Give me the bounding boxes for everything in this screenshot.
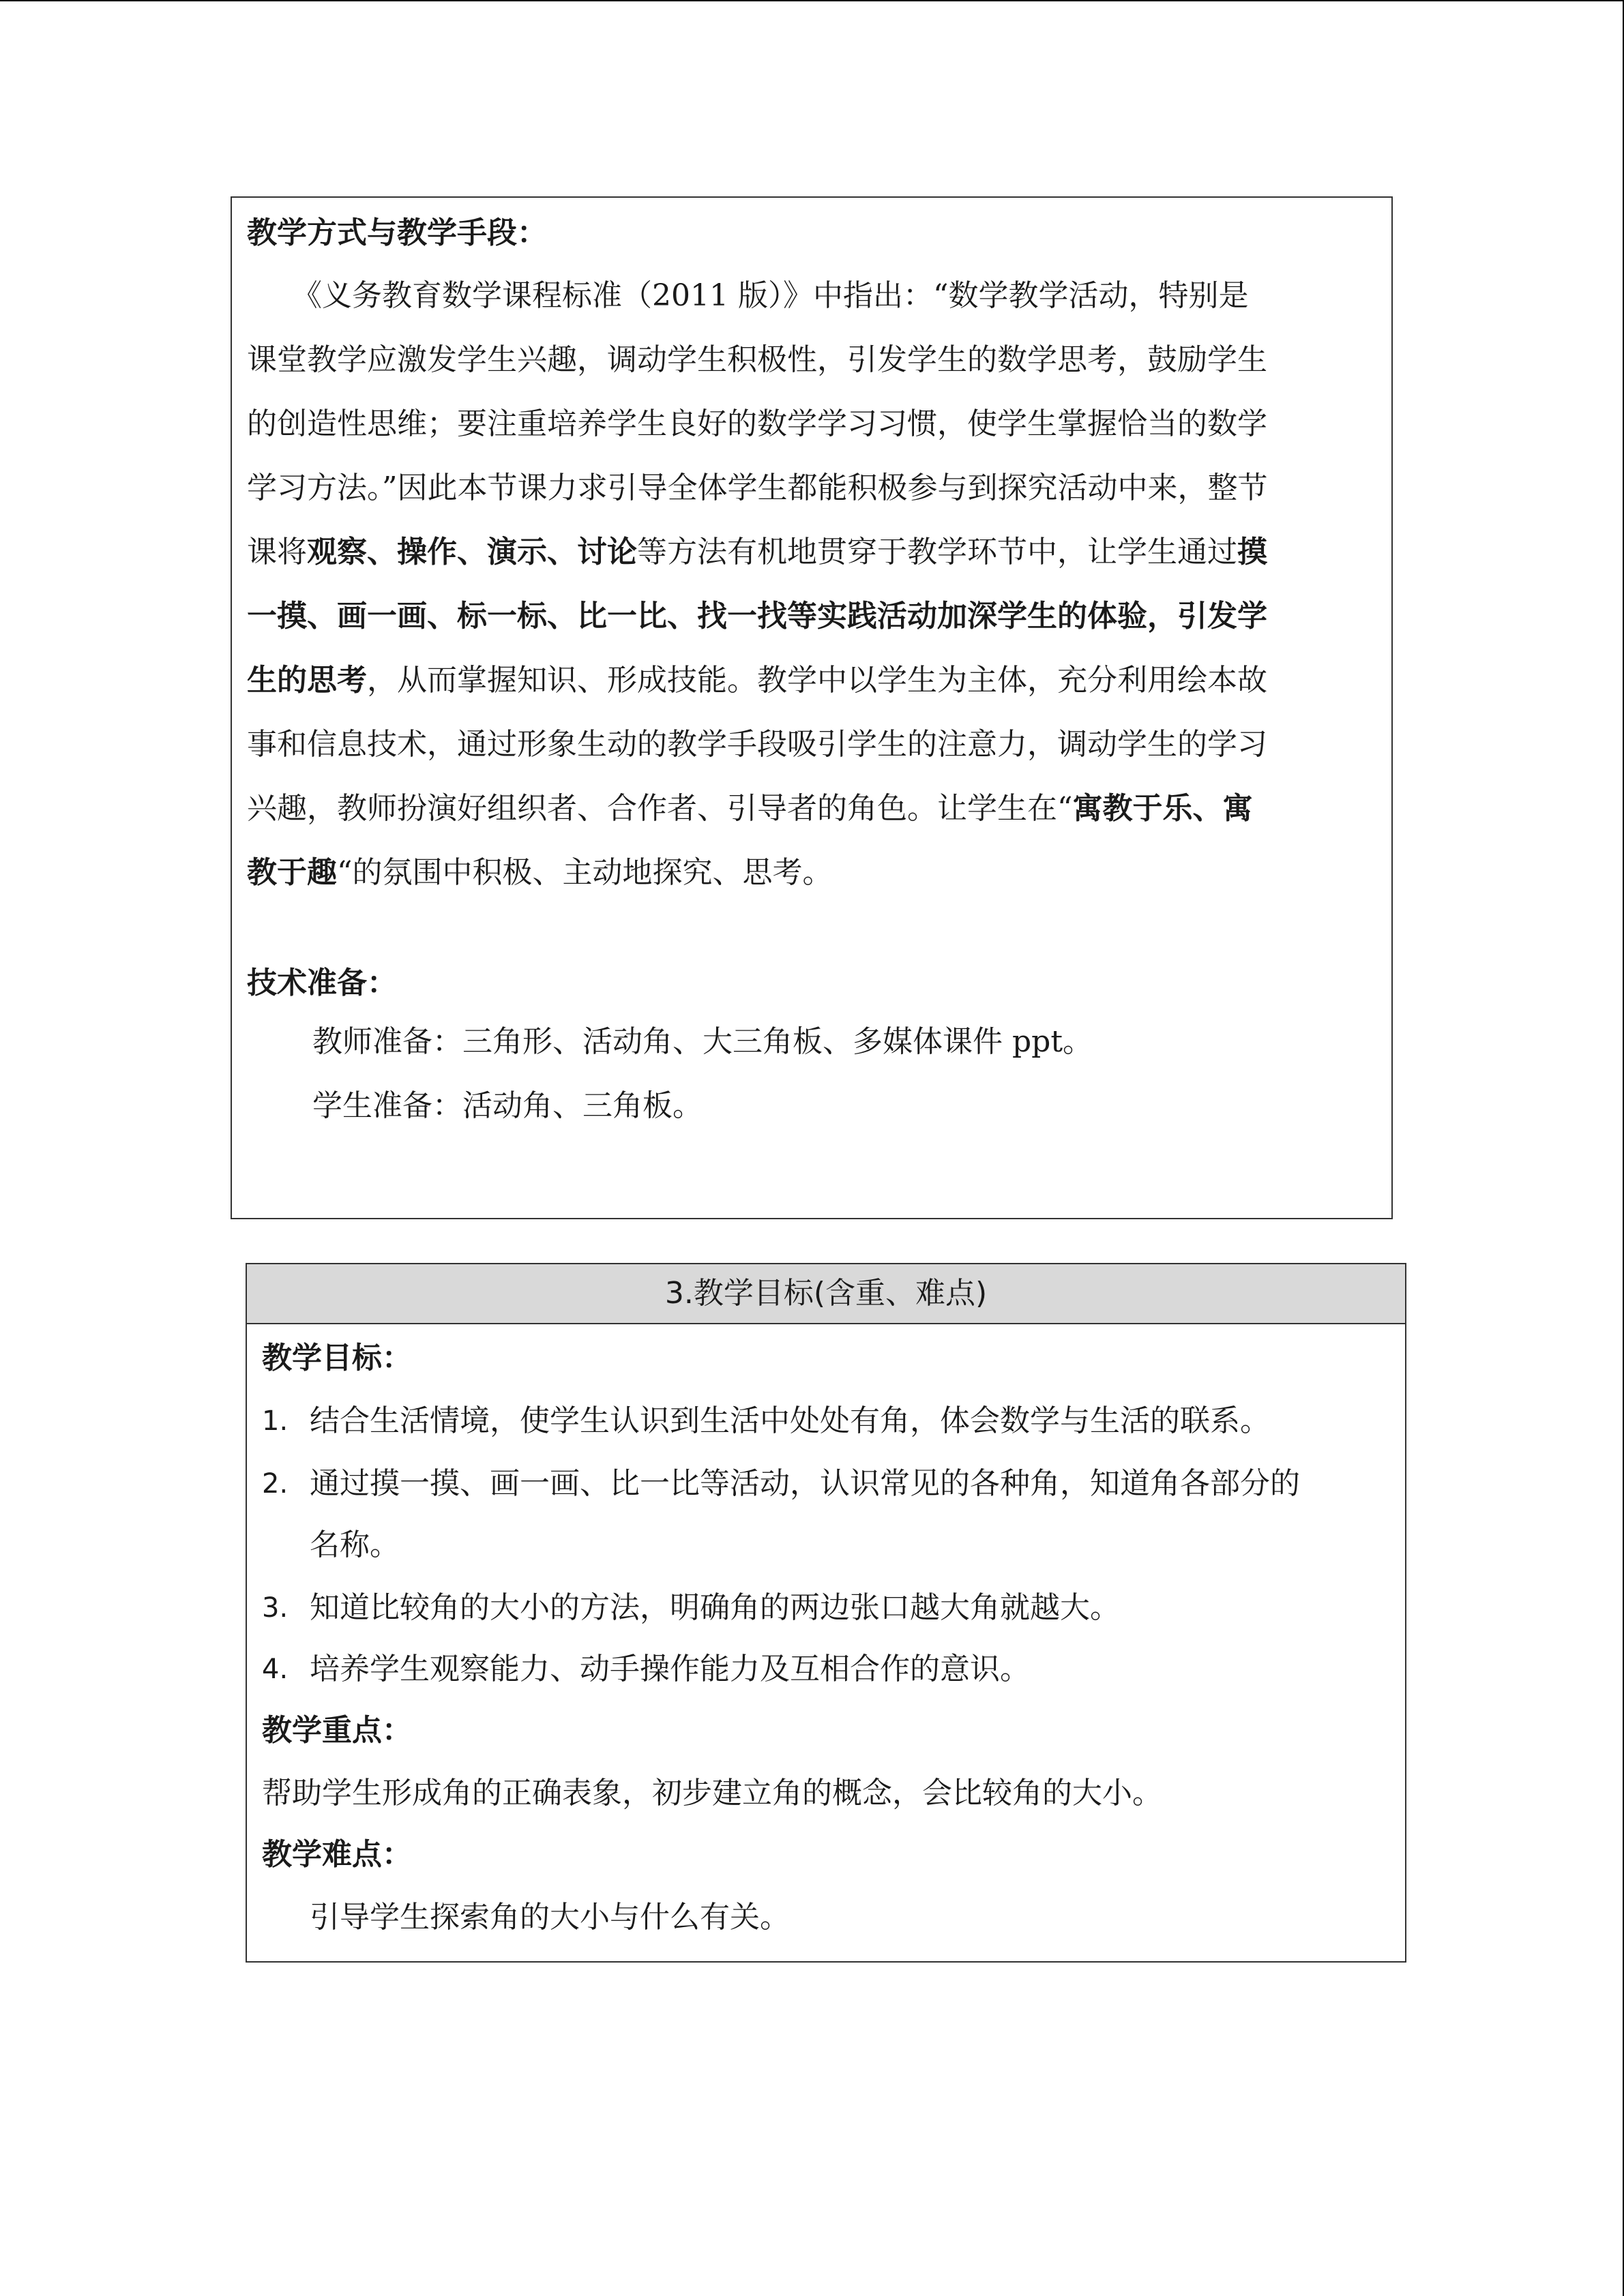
- difficulty-heading: 教学难点：: [262, 1837, 412, 1872]
- key-point-heading: 教学重点：: [262, 1713, 412, 1748]
- text-run: “的氛围中积极、主动地探究、思考。: [337, 855, 833, 890]
- text-run: ，从而掌握知识、形成技能。教学中以学生为主体，充分利用绘本故: [367, 663, 1267, 698]
- text-run: 课将: [247, 535, 307, 569]
- goal-text: 结合生活情境，使学生认识到生活中处处有角，体会数学与生活的联系。: [310, 1403, 1270, 1438]
- methods-paragraph-line: [247, 469, 1268, 507]
- goal-text: 培养学生观察能力、动手操作能力及互相合作的意识。: [310, 1652, 1030, 1686]
- methods-paragraph-line: [247, 790, 1253, 828]
- difficulty-text: 引导学生探索角的大小与什么有关。: [310, 1900, 790, 1935]
- text-run: 事和信息技术，通过形象生动的教学手段吸引学生的注意力，调动学生的学习: [247, 727, 1267, 762]
- methods-paragraph-line: [247, 341, 1267, 379]
- text-run: 等方法有机地贯穿于教学环节中，让学生通过: [637, 535, 1237, 569]
- methods-paragraph-line: [247, 661, 1267, 700]
- bold-text-run: 生的思考: [247, 663, 367, 698]
- student-prep-line: 学生准备：活动角、三角板。: [312, 1088, 703, 1123]
- goals-heading: 教学目标：: [262, 1341, 412, 1375]
- methods-paragraph-line: [247, 405, 1267, 443]
- goal-text: 名称。: [310, 1527, 400, 1562]
- goal-number: 3.: [262, 1592, 289, 1624]
- methods-paragraph-line: [247, 277, 1248, 315]
- goal-text: 知道比较角的大小的方法，明确角的两边张口越大角就越大。: [310, 1590, 1120, 1625]
- goal-number: 4.: [262, 1654, 289, 1685]
- methods-paragraph-line: [247, 597, 1267, 636]
- goal-number: 2.: [262, 1468, 289, 1500]
- text-run: 课堂教学应激发学生兴趣，调动学生积极性，引发学生的数学思考，鼓励学生: [247, 342, 1267, 377]
- methods-paragraph-line: [247, 533, 1267, 571]
- bold-text-run: 观察、操作、演示、讨论: [307, 535, 637, 569]
- methods-paragraph-line: [247, 854, 833, 892]
- teacher-prep-line: 教师准备：三角形、活动角、大三角板、多媒体课件 ppt。: [312, 1024, 1093, 1059]
- key-point-text: 帮助学生形成角的正确表象，初步建立角的概念，会比较角的大小。: [262, 1776, 1162, 1810]
- methods-paragraph-line: [247, 726, 1267, 764]
- teaching-methods-box: [231, 196, 1393, 1219]
- bold-text-run: 教于趣: [247, 855, 337, 890]
- bold-text-run: 摸: [1237, 535, 1267, 569]
- goals-section-header: 3.教学目标(含重、难点): [247, 1264, 1405, 1324]
- methods-heading: 教学方式与教学手段：: [247, 215, 547, 250]
- text-run: 《义务教育数学课程标准（2011 版）》中指出：“数学教学活动，特别是: [247, 278, 1249, 313]
- goal-text: 通过摸一摸、画一画、比一比等活动，认识常见的各种角，知道角各部分的: [310, 1466, 1300, 1501]
- text-run: 的创造性思维；要注重培养学生良好的数学学习习惯，使学生掌握恰当的数学: [247, 406, 1267, 441]
- bold-text-run: 寓教于乐、寓: [1072, 791, 1253, 826]
- tech-prep-heading: 技术准备：: [247, 966, 397, 1000]
- goal-number: 1.: [262, 1405, 289, 1437]
- bold-text-run: 一摸、画一画、标一标、比一比、找一找等实践活动加深学生的体验，引发学: [247, 599, 1267, 633]
- teaching-goals-box: [246, 1263, 1406, 1963]
- text-run: 学习方法。”因此本节课力求引导全体学生都能积极参与到探究活动中来，整节: [247, 471, 1268, 505]
- page-top-border: [0, 0, 1624, 1]
- text-run: 兴趣，教师扮演好组织者、合作者、引导者的角色。让学生在“: [247, 791, 1073, 826]
